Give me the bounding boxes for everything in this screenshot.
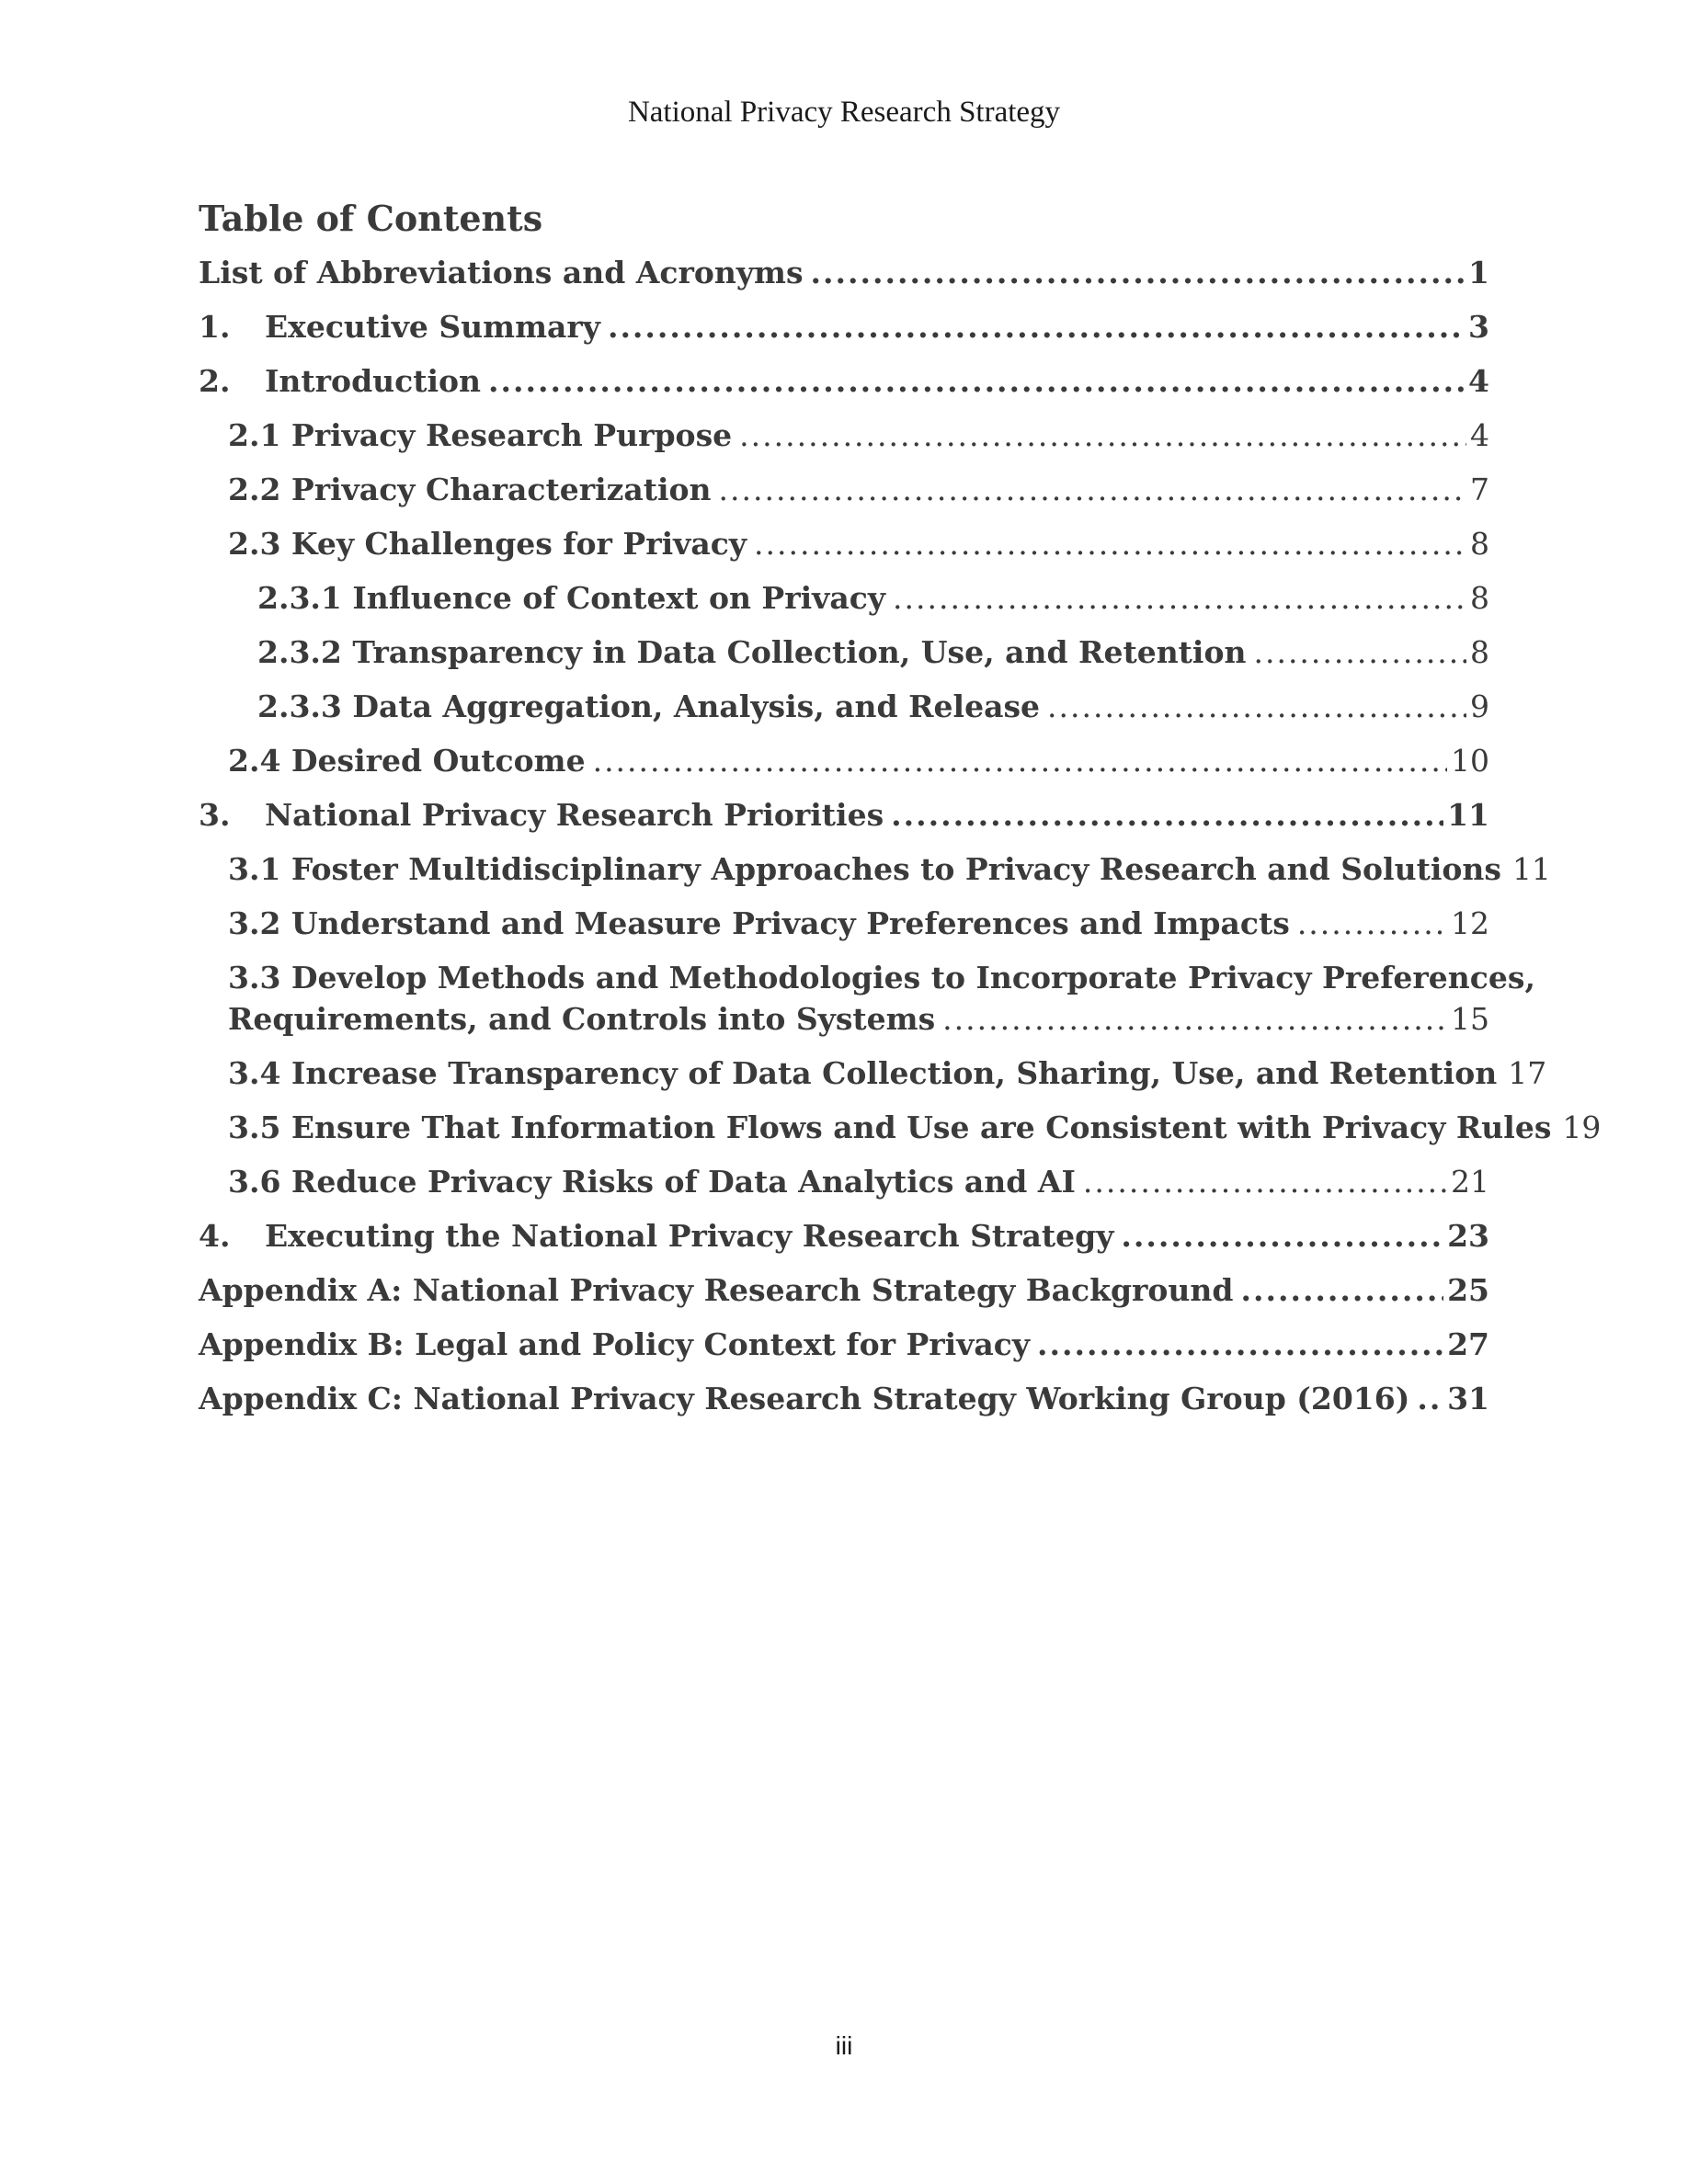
toc-entry-2-2[interactable] xyxy=(199,469,1489,510)
toc-entry-text: Introduction xyxy=(265,363,482,399)
toc-entry-text: National Privacy Research Priorities xyxy=(265,797,884,833)
toc-entry-2-3-2[interactable] xyxy=(199,631,1489,673)
toc-entry-title: 2.3.2 Transparency in Data Collection, Use, and Retention xyxy=(257,634,1247,670)
toc-entry-title: Appendix B: Legal and Policy Context for Privacy xyxy=(199,1326,1031,1362)
toc-list xyxy=(199,252,1602,1419)
dot-leader xyxy=(1047,686,1466,727)
dot-leader xyxy=(811,252,1466,293)
toc-entry-2-4[interactable] xyxy=(199,740,1489,781)
toc-entry-title: Appendix C: National Privacy Research Strategy Working Group (2016) xyxy=(199,1381,1410,1416)
dot-leader xyxy=(942,998,1447,1040)
toc-entry-page: 10 xyxy=(1451,743,1489,779)
toc-entry-3-1[interactable] xyxy=(199,848,1551,890)
toc-entry-3-6[interactable] xyxy=(199,1161,1489,1202)
toc-entry-title xyxy=(199,306,600,347)
toc-entry-title xyxy=(199,360,481,402)
dot-leader xyxy=(739,415,1466,456)
toc-entry-2-3[interactable] xyxy=(199,523,1489,564)
toc-entry-number: 2. xyxy=(199,363,231,399)
dot-leader xyxy=(893,577,1466,619)
toc-entry-number: 1. xyxy=(199,309,231,345)
toc-entry-page: 4 xyxy=(1468,363,1489,399)
toc-entry-page: 12 xyxy=(1451,905,1489,941)
toc-entry-title: Appendix A: National Privacy Research Strategy Background xyxy=(199,1272,1234,1308)
toc-heading: Table of Contents xyxy=(199,198,543,239)
toc-entry-page: 9 xyxy=(1470,688,1489,724)
toc-entry-title: 3.4 Increase Transparency of Data Collection, Sharing, Use, and Retention xyxy=(228,1055,1498,1091)
dot-leader xyxy=(1241,1269,1444,1311)
toc-entry-3-5[interactable] xyxy=(199,1107,1602,1148)
toc-entry-3-3[interactable] xyxy=(199,957,1535,1040)
toc-entry-title: 2.3.1 Influence of Context on Privacy xyxy=(257,580,885,616)
toc-entry-line2 xyxy=(228,998,1489,1040)
toc-entry-number: 3. xyxy=(199,797,231,833)
toc-entry-page: 17 xyxy=(1508,1055,1547,1091)
toc-entry-title: 2.2 Privacy Characterization xyxy=(228,472,712,507)
toc-entry-3-2[interactable] xyxy=(199,903,1489,944)
toc-entry-page: 21 xyxy=(1451,1164,1489,1200)
page-number: iii xyxy=(835,2031,853,2060)
toc-entry-page: 19 xyxy=(1562,1109,1602,1145)
toc-entry-page: 8 xyxy=(1470,526,1489,562)
dot-leader xyxy=(488,360,1465,402)
dot-leader xyxy=(608,306,1465,347)
toc-entry-page: 31 xyxy=(1447,1381,1489,1416)
toc-entry-page: 27 xyxy=(1447,1326,1489,1362)
toc-entry-title: 2.3 Key Challenges for Privacy xyxy=(228,526,747,562)
toc-entry-executive-summary[interactable] xyxy=(199,306,1489,347)
toc-entry-page: 7 xyxy=(1470,472,1489,507)
toc-entry-introduction[interactable] xyxy=(199,360,1489,402)
dot-leader xyxy=(1083,1161,1447,1202)
dot-leader xyxy=(1037,1324,1443,1365)
running-header: National Privacy Research Strategy xyxy=(627,96,1061,129)
dot-leader xyxy=(1121,1215,1443,1257)
toc-entry-title: 2.3.3 Data Aggregation, Analysis, and Release xyxy=(257,688,1041,724)
table-of-contents xyxy=(199,195,1602,1432)
dot-leader xyxy=(891,794,1443,836)
toc-entry-text: Executing the National Privacy Research Strategy xyxy=(265,1218,1114,1254)
toc-entry-page: 8 xyxy=(1470,580,1489,616)
toc-entry-title-line1: 3.3 Develop Methods and Methodologies to Incorporate Privacy Preferences, xyxy=(228,960,1535,995)
toc-entry-title xyxy=(199,1215,1113,1257)
toc-entry-page: 11 xyxy=(1447,797,1489,833)
toc-entry-2-3-1[interactable] xyxy=(199,577,1489,619)
dot-leader xyxy=(1417,1378,1443,1419)
toc-entry-3-4[interactable] xyxy=(199,1052,1547,1094)
toc-entry-appendix-a[interactable] xyxy=(199,1269,1489,1311)
dot-leader xyxy=(1253,631,1466,673)
toc-entry-title: Requirements, and Controls into Systems xyxy=(228,1001,936,1037)
toc-entry-priorities[interactable] xyxy=(199,794,1489,836)
toc-entry-appendix-c[interactable] xyxy=(199,1378,1489,1419)
toc-entry-page: 4 xyxy=(1470,417,1489,453)
toc-entry-text: Executive Summary xyxy=(265,309,600,345)
toc-entry-title: 3.2 Understand and Measure Privacy Preferences and Impacts xyxy=(228,905,1290,941)
toc-entry-page: 1 xyxy=(1468,255,1489,290)
toc-entry-page: 3 xyxy=(1468,309,1489,345)
toc-entry-title: 2.4 Desired Outcome xyxy=(228,743,586,779)
toc-entry-page: 15 xyxy=(1451,1001,1489,1037)
toc-entry-page: 8 xyxy=(1470,634,1489,670)
toc-entry-executing[interactable] xyxy=(199,1215,1489,1257)
toc-entry-title: 3.5 Ensure That Information Flows and Use are Consistent with Privacy Rules xyxy=(228,1109,1552,1145)
toc-entry-2-3-3[interactable] xyxy=(199,686,1489,727)
toc-entry-title: 2.1 Privacy Research Purpose xyxy=(228,417,733,453)
toc-entry-title: List of Abbreviations and Acronyms xyxy=(199,255,804,290)
toc-entry-page: 25 xyxy=(1447,1272,1489,1308)
toc-entry-2-1[interactable] xyxy=(199,415,1489,456)
toc-entry-appendix-b[interactable] xyxy=(199,1324,1489,1365)
dot-leader xyxy=(719,469,1466,510)
dot-leader xyxy=(1297,903,1447,944)
toc-entry-title xyxy=(199,794,884,836)
toc-entry-title: 3.1 Foster Multidisciplinary Approaches to Privacy Research and Solutions xyxy=(228,851,1501,887)
toc-entry-page: 11 xyxy=(1511,851,1551,887)
dot-leader xyxy=(754,523,1466,564)
toc-entry-title: 3.6 Reduce Privacy Risks of Data Analytics and AI xyxy=(228,1164,1076,1200)
toc-entry-page: 23 xyxy=(1447,1218,1489,1254)
toc-entry-number: 4. xyxy=(199,1218,231,1254)
dot-leader xyxy=(593,740,1447,781)
toc-entry-abbreviations[interactable] xyxy=(199,252,1489,293)
